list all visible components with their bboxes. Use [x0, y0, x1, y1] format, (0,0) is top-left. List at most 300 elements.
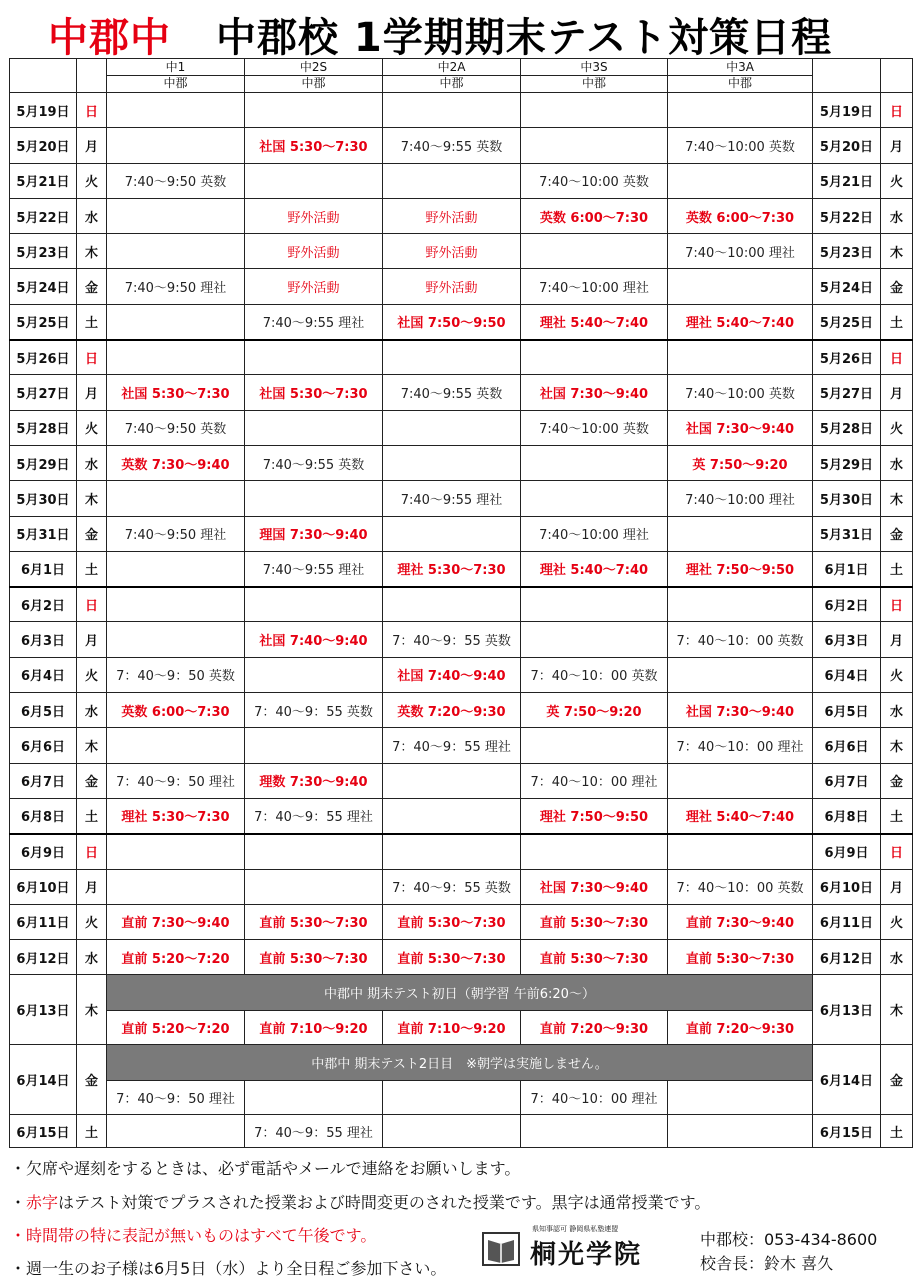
class-cell: 英数 6:00〜7:30	[521, 198, 668, 233]
class-cell: 7：40〜9：55 理社	[245, 798, 383, 833]
date-cell: 5月25日	[10, 304, 77, 339]
class-cell	[668, 763, 813, 798]
class-cell: 英数 7:30〜9:40	[107, 445, 245, 480]
date-cell-right: 6月4日	[813, 657, 881, 692]
class-cell: 理社 7:50〜9:50	[521, 798, 668, 833]
class-cell: 理社 5:40〜7:40	[668, 798, 813, 833]
class-cell: 野外活動	[383, 234, 521, 269]
class-cell	[521, 93, 668, 128]
class-cell	[107, 622, 245, 657]
schedule-row	[10, 728, 913, 763]
schedule-row	[10, 1011, 913, 1045]
weekday-cell: 水	[77, 693, 107, 728]
class-cell: 直前 5:30〜7:30	[245, 904, 383, 939]
weekday-cell-right: 土	[881, 1115, 913, 1148]
class-cell	[383, 445, 521, 480]
date-cell-right: 6月6日	[813, 728, 881, 763]
class-cell: 直前 5:30〜7:30	[383, 940, 521, 975]
class-cell	[668, 834, 813, 869]
weekday-cell-right: 木	[881, 481, 913, 516]
schedule-row	[10, 93, 913, 128]
weekday-cell: 日	[77, 340, 107, 375]
date-cell: 5月26日	[10, 340, 77, 375]
class-cell	[245, 869, 383, 904]
weekday-cell: 月	[77, 375, 107, 410]
date-cell-right: 6月13日	[813, 975, 881, 1045]
date-cell-right: 5月30日	[813, 481, 881, 516]
schedule-row	[10, 375, 913, 410]
class-cell: 理社 5:30〜7:30	[383, 551, 521, 586]
date-cell: 6月3日	[10, 622, 77, 657]
class-cell	[668, 93, 813, 128]
class-cell: 理社 5:40〜7:40	[668, 304, 813, 339]
column-header	[245, 59, 383, 93]
class-cell	[383, 1081, 521, 1115]
date-cell: 5月24日	[10, 269, 77, 304]
weekday-cell-right: 金	[881, 269, 913, 304]
schedule-row	[10, 904, 913, 939]
school-name: 中郡中	[48, 15, 171, 61]
class-cell: 7:40〜10:00 英数	[668, 128, 813, 163]
date-cell: 5月22日	[10, 198, 77, 233]
weekday-cell: 金	[77, 516, 107, 551]
class-cell	[107, 869, 245, 904]
class-cell	[521, 340, 668, 375]
schedule-row	[10, 834, 913, 869]
class-cell: 7:40〜9:55 理社	[383, 481, 521, 516]
exam-banner-row	[10, 975, 913, 1011]
date-cell: 6月11日	[10, 904, 77, 939]
exam-banner: 中郡中 期末テスト初日（朝学習 午前6:20〜）	[107, 975, 813, 1011]
date-cell-right: 6月5日	[813, 693, 881, 728]
date-cell-right: 6月1日	[813, 551, 881, 586]
schedule-row	[10, 1081, 913, 1115]
class-cell: 社国 7:40〜9:40	[383, 657, 521, 692]
weekday-cell: 水	[77, 940, 107, 975]
column-school: 中郡	[521, 75, 667, 91]
class-cell: 英数 6:00〜7:30	[668, 198, 813, 233]
class-cell: 英数 6:00〜7:30	[107, 693, 245, 728]
class-cell	[383, 763, 521, 798]
class-cell: 英数 7:20〜9:30	[383, 693, 521, 728]
class-cell: 英 7:50〜9:20	[521, 693, 668, 728]
weekday-cell-right: 水	[881, 445, 913, 480]
class-cell: 7:40〜10:00 英数	[668, 375, 813, 410]
date-cell: 6月13日	[10, 975, 77, 1045]
weekday-cell-right: 日	[881, 834, 913, 869]
schedule-row	[10, 410, 913, 445]
weekday-cell-right: 金	[881, 516, 913, 551]
date-cell-right: 6月10日	[813, 869, 881, 904]
class-cell	[245, 410, 383, 445]
class-cell	[668, 163, 813, 198]
weekday-cell-right: 火	[881, 657, 913, 692]
weekday-cell: 土	[77, 798, 107, 833]
class-cell: 理社 7:50〜9:50	[668, 551, 813, 586]
class-cell: 7:40〜9:55 理社	[245, 551, 383, 586]
class-cell: 7:40〜9:50 英数	[107, 410, 245, 445]
weekday-cell-right: 月	[881, 622, 913, 657]
column-school: 中郡	[245, 75, 382, 91]
class-cell: 社国 5:30〜7:30	[107, 375, 245, 410]
class-cell: 社国 5:30〜7:30	[245, 375, 383, 410]
exam-banner-row	[10, 1045, 913, 1081]
column-grade: 中3A	[726, 60, 754, 74]
weekday-cell: 月	[77, 622, 107, 657]
class-cell: 野外活動	[245, 269, 383, 304]
class-cell	[668, 587, 813, 622]
class-cell: 社国 7:50〜9:50	[383, 304, 521, 339]
weekday-cell: 金	[77, 763, 107, 798]
class-cell	[521, 728, 668, 763]
class-cell: 7:40〜10:00 理社	[668, 234, 813, 269]
weekday-cell-right: 月	[881, 375, 913, 410]
date-cell-right: 6月12日	[813, 940, 881, 975]
weekday-cell-right: 木	[881, 975, 913, 1045]
column-grade: 中2A	[437, 60, 466, 74]
class-cell: 直前 5:30〜7:30	[668, 940, 813, 975]
class-cell	[107, 728, 245, 763]
weekday-cell-right: 日	[881, 340, 913, 375]
class-cell: 直前 5:30〜7:30	[245, 940, 383, 975]
schedule-row	[10, 481, 913, 516]
class-cell	[383, 340, 521, 375]
weekday-cell: 土	[77, 304, 107, 339]
class-cell: 7:40〜10:00 英数	[521, 410, 668, 445]
date-cell: 6月7日	[10, 763, 77, 798]
weekday-cell-right: 日	[881, 93, 913, 128]
class-cell: 7：40〜10：00 英数	[668, 869, 813, 904]
class-cell	[107, 198, 245, 233]
date-cell-right: 5月26日	[813, 340, 881, 375]
class-cell: 7：40〜9：50 理社	[107, 1081, 245, 1115]
date-cell: 5月31日	[10, 516, 77, 551]
date-cell: 6月15日	[10, 1115, 77, 1148]
schedule-row	[10, 587, 913, 622]
weekday-cell: 日	[77, 587, 107, 622]
class-cell: 社国 7:40〜9:40	[245, 622, 383, 657]
weekday-cell-right: 水	[881, 940, 913, 975]
page-title: 中郡校 1学期期末テスト対策日程	[216, 15, 833, 61]
header-dow-blank	[77, 59, 107, 93]
date-cell-right: 6月3日	[813, 622, 881, 657]
class-cell: 7：40〜9：55 理社	[383, 728, 521, 763]
date-cell: 5月20日	[10, 128, 77, 163]
schedule-row	[10, 340, 913, 375]
class-cell	[668, 657, 813, 692]
class-cell	[668, 516, 813, 551]
class-cell	[107, 234, 245, 269]
class-cell	[245, 481, 383, 516]
date-cell: 6月1日	[10, 551, 77, 586]
date-cell: 5月29日	[10, 445, 77, 480]
class-cell: 7:40〜10:00 英数	[521, 163, 668, 198]
date-cell: 6月14日	[10, 1045, 77, 1115]
date-cell: 5月23日	[10, 234, 77, 269]
class-cell	[383, 516, 521, 551]
class-cell: 直前 7:30〜9:40	[668, 904, 813, 939]
weekday-cell: 木	[77, 481, 107, 516]
class-cell: 7:40〜9:55 理社	[245, 304, 383, 339]
class-cell: 7：40〜9：55 英数	[383, 622, 521, 657]
weekday-cell-right: 月	[881, 128, 913, 163]
class-cell	[521, 1115, 668, 1148]
date-cell-right: 5月29日	[813, 445, 881, 480]
weekday-cell-right: 火	[881, 163, 913, 198]
class-cell: 7：40〜10：00 英数	[668, 622, 813, 657]
class-cell: 7：40〜10：00 英数	[521, 657, 668, 692]
class-cell	[107, 304, 245, 339]
date-cell-right: 6月8日	[813, 798, 881, 833]
class-cell	[668, 340, 813, 375]
weekday-cell: 日	[77, 834, 107, 869]
class-cell: 理数 7:30〜9:40	[245, 763, 383, 798]
date-cell: 5月19日	[10, 93, 77, 128]
class-cell: 直前 7:20〜9:30	[668, 1011, 813, 1045]
class-cell: 7:40〜9:55 英数	[383, 128, 521, 163]
class-cell	[245, 728, 383, 763]
weekday-cell: 木	[77, 728, 107, 763]
class-cell: 7：40〜9：55 英数	[245, 693, 383, 728]
date-cell: 6月5日	[10, 693, 77, 728]
date-cell-right: 5月31日	[813, 516, 881, 551]
class-cell	[245, 93, 383, 128]
class-cell	[107, 834, 245, 869]
note-weekly: ・週一生のお子様は6月5日（水）より全日程ご参加下さい。	[10, 1259, 447, 1278]
class-cell: 野外活動	[383, 198, 521, 233]
weekday-cell-right: 土	[881, 304, 913, 339]
class-cell	[383, 410, 521, 445]
class-cell: 7:40〜9:50 英数	[107, 163, 245, 198]
date-cell-right: 5月25日	[813, 304, 881, 339]
class-cell	[245, 1081, 383, 1115]
logo-mark-icon	[482, 1232, 520, 1266]
weekday-cell: 木	[77, 975, 107, 1045]
class-cell: 直前 5:30〜7:30	[521, 904, 668, 939]
class-cell: 社国 7:30〜9:40	[521, 375, 668, 410]
class-cell: 直前 5:30〜7:30	[521, 940, 668, 975]
weekday-cell: 火	[77, 163, 107, 198]
schedule-row	[10, 445, 913, 480]
date-cell: 5月30日	[10, 481, 77, 516]
schedule-row	[10, 128, 913, 163]
schedule-row	[10, 516, 913, 551]
contact-info	[700, 1228, 877, 1276]
date-cell: 6月10日	[10, 869, 77, 904]
class-cell: 7:40〜9:55 英数	[245, 445, 383, 480]
weekday-cell-right: 水	[881, 693, 913, 728]
schedule-row	[10, 198, 913, 233]
logo-name: 桐光学院	[530, 1240, 643, 1270]
weekday-cell: 水	[77, 198, 107, 233]
header-date-blank	[10, 59, 77, 93]
weekday-cell: 月	[77, 128, 107, 163]
weekday-cell-right: 月	[881, 869, 913, 904]
column-header	[521, 59, 668, 93]
class-cell: 直前 7:10〜9:20	[245, 1011, 383, 1045]
class-cell: 社国 7:30〜9:40	[521, 869, 668, 904]
schedule-row	[10, 622, 913, 657]
date-cell: 6月2日	[10, 587, 77, 622]
date-cell: 5月21日	[10, 163, 77, 198]
class-cell: 野外活動	[245, 234, 383, 269]
class-cell: 社国 7:30〜9:40	[668, 410, 813, 445]
date-cell-right: 5月22日	[813, 198, 881, 233]
class-cell	[245, 834, 383, 869]
date-cell-right: 6月7日	[813, 763, 881, 798]
class-cell	[383, 798, 521, 833]
class-cell	[521, 128, 668, 163]
weekday-cell: 火	[77, 904, 107, 939]
date-cell: 6月12日	[10, 940, 77, 975]
class-cell: 理社 5:40〜7:40	[521, 551, 668, 586]
date-cell: 5月27日	[10, 375, 77, 410]
weekday-cell-right: 土	[881, 551, 913, 586]
schedule-row	[10, 269, 913, 304]
class-cell: 野外活動	[383, 269, 521, 304]
logo	[482, 1226, 682, 1274]
class-cell	[383, 834, 521, 869]
class-cell: 7:40〜9:55 英数	[383, 375, 521, 410]
class-cell: 野外活動	[245, 198, 383, 233]
class-cell	[383, 587, 521, 622]
class-cell	[521, 622, 668, 657]
class-cell: 理社 5:40〜7:40	[521, 304, 668, 339]
class-cell	[107, 340, 245, 375]
class-cell	[521, 445, 668, 480]
schedule-row	[10, 940, 913, 975]
class-cell: 7：40〜9：55 英数	[383, 869, 521, 904]
weekday-cell-right: 土	[881, 798, 913, 833]
weekday-cell: 木	[77, 234, 107, 269]
class-cell: 7：40〜10：00 理社	[668, 728, 813, 763]
weekday-cell: 火	[77, 657, 107, 692]
header-dow-blank-right	[881, 59, 913, 93]
class-cell	[107, 1115, 245, 1148]
class-cell: 直前 7:30〜9:40	[107, 904, 245, 939]
date-cell: 5月28日	[10, 410, 77, 445]
schedule-table	[9, 58, 913, 1148]
column-grade: 中3S	[580, 60, 608, 74]
note-absence: ・欠席や遅刻をするときは、必ず電話やメールで連絡をお願いします。	[10, 1159, 521, 1178]
date-cell-right: 6月2日	[813, 587, 881, 622]
class-cell	[668, 269, 813, 304]
class-cell	[668, 1115, 813, 1148]
date-cell: 6月4日	[10, 657, 77, 692]
class-cell: 英 7:50〜9:20	[668, 445, 813, 480]
weekday-cell: 水	[77, 445, 107, 480]
column-header	[668, 59, 813, 93]
class-cell: 7:40〜9:50 理社	[107, 269, 245, 304]
column-header	[107, 59, 245, 93]
note-afternoon: ・時間帯の特に表記が無いものはすべて午後です。	[10, 1226, 377, 1245]
class-cell: 直前 5:20〜7:20	[107, 940, 245, 975]
date-cell: 6月8日	[10, 798, 77, 833]
date-cell-right: 5月24日	[813, 269, 881, 304]
column-header	[383, 59, 521, 93]
schedule-row	[10, 163, 913, 198]
date-cell: 6月9日	[10, 834, 77, 869]
header-date-blank-right	[813, 59, 881, 93]
class-cell: 7:40〜10:00 理社	[668, 481, 813, 516]
weekday-cell: 火	[77, 410, 107, 445]
column-school: 中郡	[668, 75, 812, 91]
schedule-row	[10, 551, 913, 586]
class-cell	[245, 163, 383, 198]
weekday-cell-right: 木	[881, 234, 913, 269]
class-cell: 直前 7:20〜9:30	[521, 1011, 668, 1045]
class-cell: 7:40〜9:50 理社	[107, 516, 245, 551]
class-cell	[521, 587, 668, 622]
class-cell	[107, 481, 245, 516]
weekday-cell-right: 金	[881, 1045, 913, 1115]
page-header	[0, 0, 924, 61]
class-cell: 理社 5:30〜7:30	[107, 798, 245, 833]
column-grade: 中1	[165, 60, 186, 74]
column-school: 中郡	[383, 75, 520, 91]
weekday-cell: 土	[77, 551, 107, 586]
weekday-cell: 金	[77, 269, 107, 304]
weekday-cell: 日	[77, 93, 107, 128]
schedule-row	[10, 234, 913, 269]
class-cell	[245, 587, 383, 622]
date-cell-right: 5月20日	[813, 128, 881, 163]
class-cell: 直前 7:10〜9:20	[383, 1011, 521, 1045]
date-cell-right: 5月28日	[813, 410, 881, 445]
schedule-row	[10, 693, 913, 728]
column-school: 中郡	[107, 75, 244, 91]
contact-phone: 中郡校：053-434-8600	[700, 1230, 878, 1249]
note-red-text: ・赤字はテスト対策でプラスされた授業および時間変更のされた授業です。黒字は通常授業です。	[10, 1193, 711, 1212]
class-cell: 7：40〜10：00 理社	[521, 1081, 668, 1115]
schedule-row	[10, 763, 913, 798]
weekday-cell-right: 火	[881, 410, 913, 445]
weekday-cell-right: 火	[881, 904, 913, 939]
class-cell: 直前 5:30〜7:30	[383, 904, 521, 939]
class-cell: 7:40〜10:00 理社	[521, 516, 668, 551]
logo-subtitle: 県知事認可 静岡県私塾連盟	[532, 1225, 619, 1233]
class-cell	[107, 587, 245, 622]
date-cell-right: 5月21日	[813, 163, 881, 198]
date-cell-right: 6月11日	[813, 904, 881, 939]
exam-banner: 中郡中 期末テスト2日目 ※朝学は実施しません。	[107, 1045, 813, 1081]
class-cell	[107, 128, 245, 163]
schedule-row	[10, 869, 913, 904]
column-grade: 中2S	[299, 60, 328, 74]
class-cell	[107, 551, 245, 586]
class-cell: 7：40〜9：50 英数	[107, 657, 245, 692]
date-cell-right: 5月23日	[813, 234, 881, 269]
class-cell: 7:40〜10:00 理社	[521, 269, 668, 304]
weekday-cell-right: 金	[881, 763, 913, 798]
date-cell: 6月6日	[10, 728, 77, 763]
class-cell	[521, 234, 668, 269]
date-cell-right: 5月19日	[813, 93, 881, 128]
weekday-cell: 土	[77, 1115, 107, 1148]
date-cell-right: 5月27日	[813, 375, 881, 410]
schedule-row	[10, 798, 913, 833]
class-cell	[383, 93, 521, 128]
schedule-row	[10, 657, 913, 692]
date-cell-right: 6月9日	[813, 834, 881, 869]
date-cell-right: 6月14日	[813, 1045, 881, 1115]
class-cell: 7：40〜9：50 理社	[107, 763, 245, 798]
class-cell: 社国 7:30〜9:40	[668, 693, 813, 728]
class-cell	[383, 163, 521, 198]
class-cell: 理国 7:30〜9:40	[245, 516, 383, 551]
schedule-row	[10, 304, 913, 339]
class-cell	[668, 1081, 813, 1115]
